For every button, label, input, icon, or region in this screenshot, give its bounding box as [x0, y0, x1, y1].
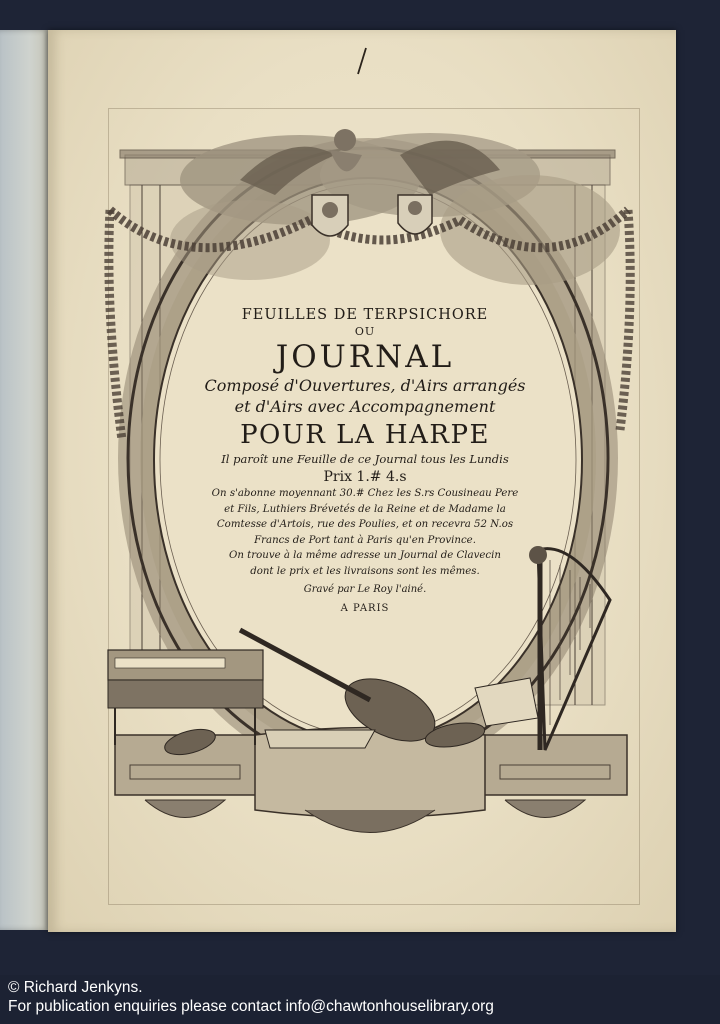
title-line-harpe: POUR LA HARPE: [240, 420, 490, 450]
title-line-terpsichore: FEUILLES DE TERPSICHORE: [241, 307, 489, 323]
subscription-line-4: Francs de Port tant à Paris qu'en Province.: [254, 534, 476, 546]
subtitle-line-2: et d'Airs avec Accompagnement: [234, 397, 496, 416]
place-of-publication: A PARIS: [340, 603, 390, 614]
publication-frequency: Il paroît une Feuille de ce Journal tous les Lundis: [221, 452, 509, 466]
publication-enquiries-line: For publication enquiries please contact info@chawtonhouselibrary.org: [8, 998, 494, 1015]
title-page-text: [170, 305, 560, 616]
title-line-ou: OU: [354, 325, 376, 338]
left-page-edge: [0, 30, 50, 930]
subscription-line-6: dont le prix et les livraisons sont les mêmes.: [250, 565, 480, 577]
subscription-line-1: On s'abonne moyennant 30.# Chez les S.rs Cousineau Pere: [211, 488, 519, 499]
subscription-line-3: Comtesse d'Artois, rue des Poulies, et on recevra 52 N.os: [216, 519, 514, 530]
price-line: Prix 1.# 4.s: [323, 469, 407, 485]
handwritten-ink-mark: [352, 46, 372, 76]
image-credits: [8, 975, 720, 1024]
copyright-line: © Richard Jenkyns.: [8, 979, 143, 996]
subscription-line-5: On trouve à la même adresse un Journal de Clavecin: [229, 550, 501, 561]
subtitle-line-1: Composé d'Ouvertures, d'Airs arrangés: [204, 376, 526, 395]
subscription-line-2: et Fils, Luthiers Brévetés de la Reine et de Madame la: [224, 503, 506, 515]
engraver-credit: Gravé par Le Roy l'ainé.: [303, 584, 427, 595]
title-line-journal: JOURNAL: [275, 339, 455, 375]
